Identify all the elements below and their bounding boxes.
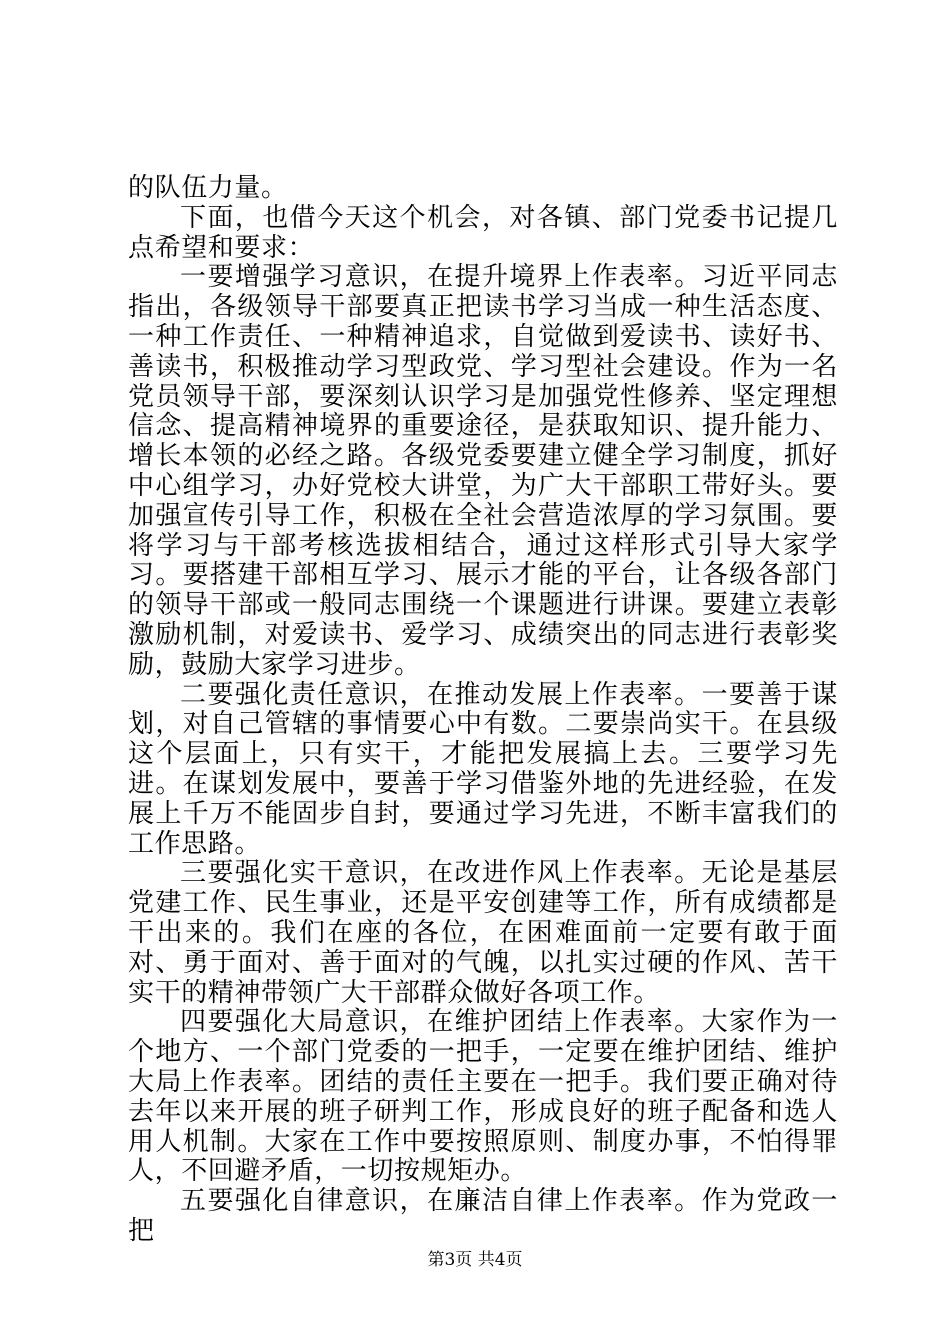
paragraph-overall-situation: 四要强化大局意识，在维护团结上作表率。大家作为一个地方、一个部门党委的一把手，一定要在维护团结、维护大局上作表率。团结的责任主要在一把手。我们要正确对待去年以来开展的班子研判工作，形成良好的班子配备和选人用人机制。大家在工作中要按照原则、制度办事，不怕得罪人，不回避矛盾，一切按规矩办。 bbox=[128, 1007, 838, 1187]
body-text bbox=[128, 174, 838, 1247]
paragraph-self-discipline: 五要强化自律意识，在廉洁自律上作表率。作为党政一把 bbox=[128, 1186, 838, 1246]
page-number-footer: 第3页 共4页 bbox=[427, 1250, 523, 1270]
paragraph-practical-work: 三要强化实干意识，在改进作风上作表率。无论是基层党建工作、民生事业，还是平安创建等工作，所有成绩都是干出来的。我们在座的各位，在困难面前一定要有敢于面对、勇于面对、善于面对的气魄，以扎实过硬的作风、苦干实干的精神带领广大干部群众做好各项工作。 bbox=[128, 858, 838, 1008]
paragraph-responsibility: 二要强化责任意识，在推动发展上作表率。一要善于谋划，对自己管辖的事情要心中有数。二要崇尚实干。在县级这个层面上，只有实干，才能把发展搞上去。三要学习先进。在谋划发展中，要善于学习借鉴外地的先进经验，在发展上千万不能固步自封，要通过学习先进，不断丰富我们的工作思路。 bbox=[128, 679, 838, 859]
paragraph-continuation: 的队伍力量。 bbox=[128, 173, 288, 203]
paragraph-learning: 一要增强学习意识，在提升境界上作表率。习近平同志指出，各级领导干部要真正把读书学习当成一种生活态度、一种工作责任、一种精神追求，自觉做到爱读书、读好书、善读书，积极推动学习型政党、学习型社会建设。作为一名党员领导干部，要深刻认识学习是加强党性修养、坚定理想信念、提高精神境界的重要途径，是获取知识、提升能力、增长本领的必经之路。各级党委要建立健全学习制度，抓好中心组学习，办好党校大讲堂，为广大干部职工带好头。要加强宣传引导工作，积极在全社会营造浓厚的学习氛围。要将学习与干部考核选拔相结合，通过这样形式引导大家学习。要搭建干部相互学习、展示才能的平台，让各级各部门的领导干部或一般同志围绕一个课题进行讲课。要建立表彰激励机制，对爱读书、爱学习、成绩突出的同志进行表彰奖励，鼓励大家学习进步。 bbox=[128, 262, 838, 680]
paragraph-intro: 下面，也借今天这个机会，对各镇、部门党委书记提几点希望和要求： bbox=[128, 202, 838, 263]
